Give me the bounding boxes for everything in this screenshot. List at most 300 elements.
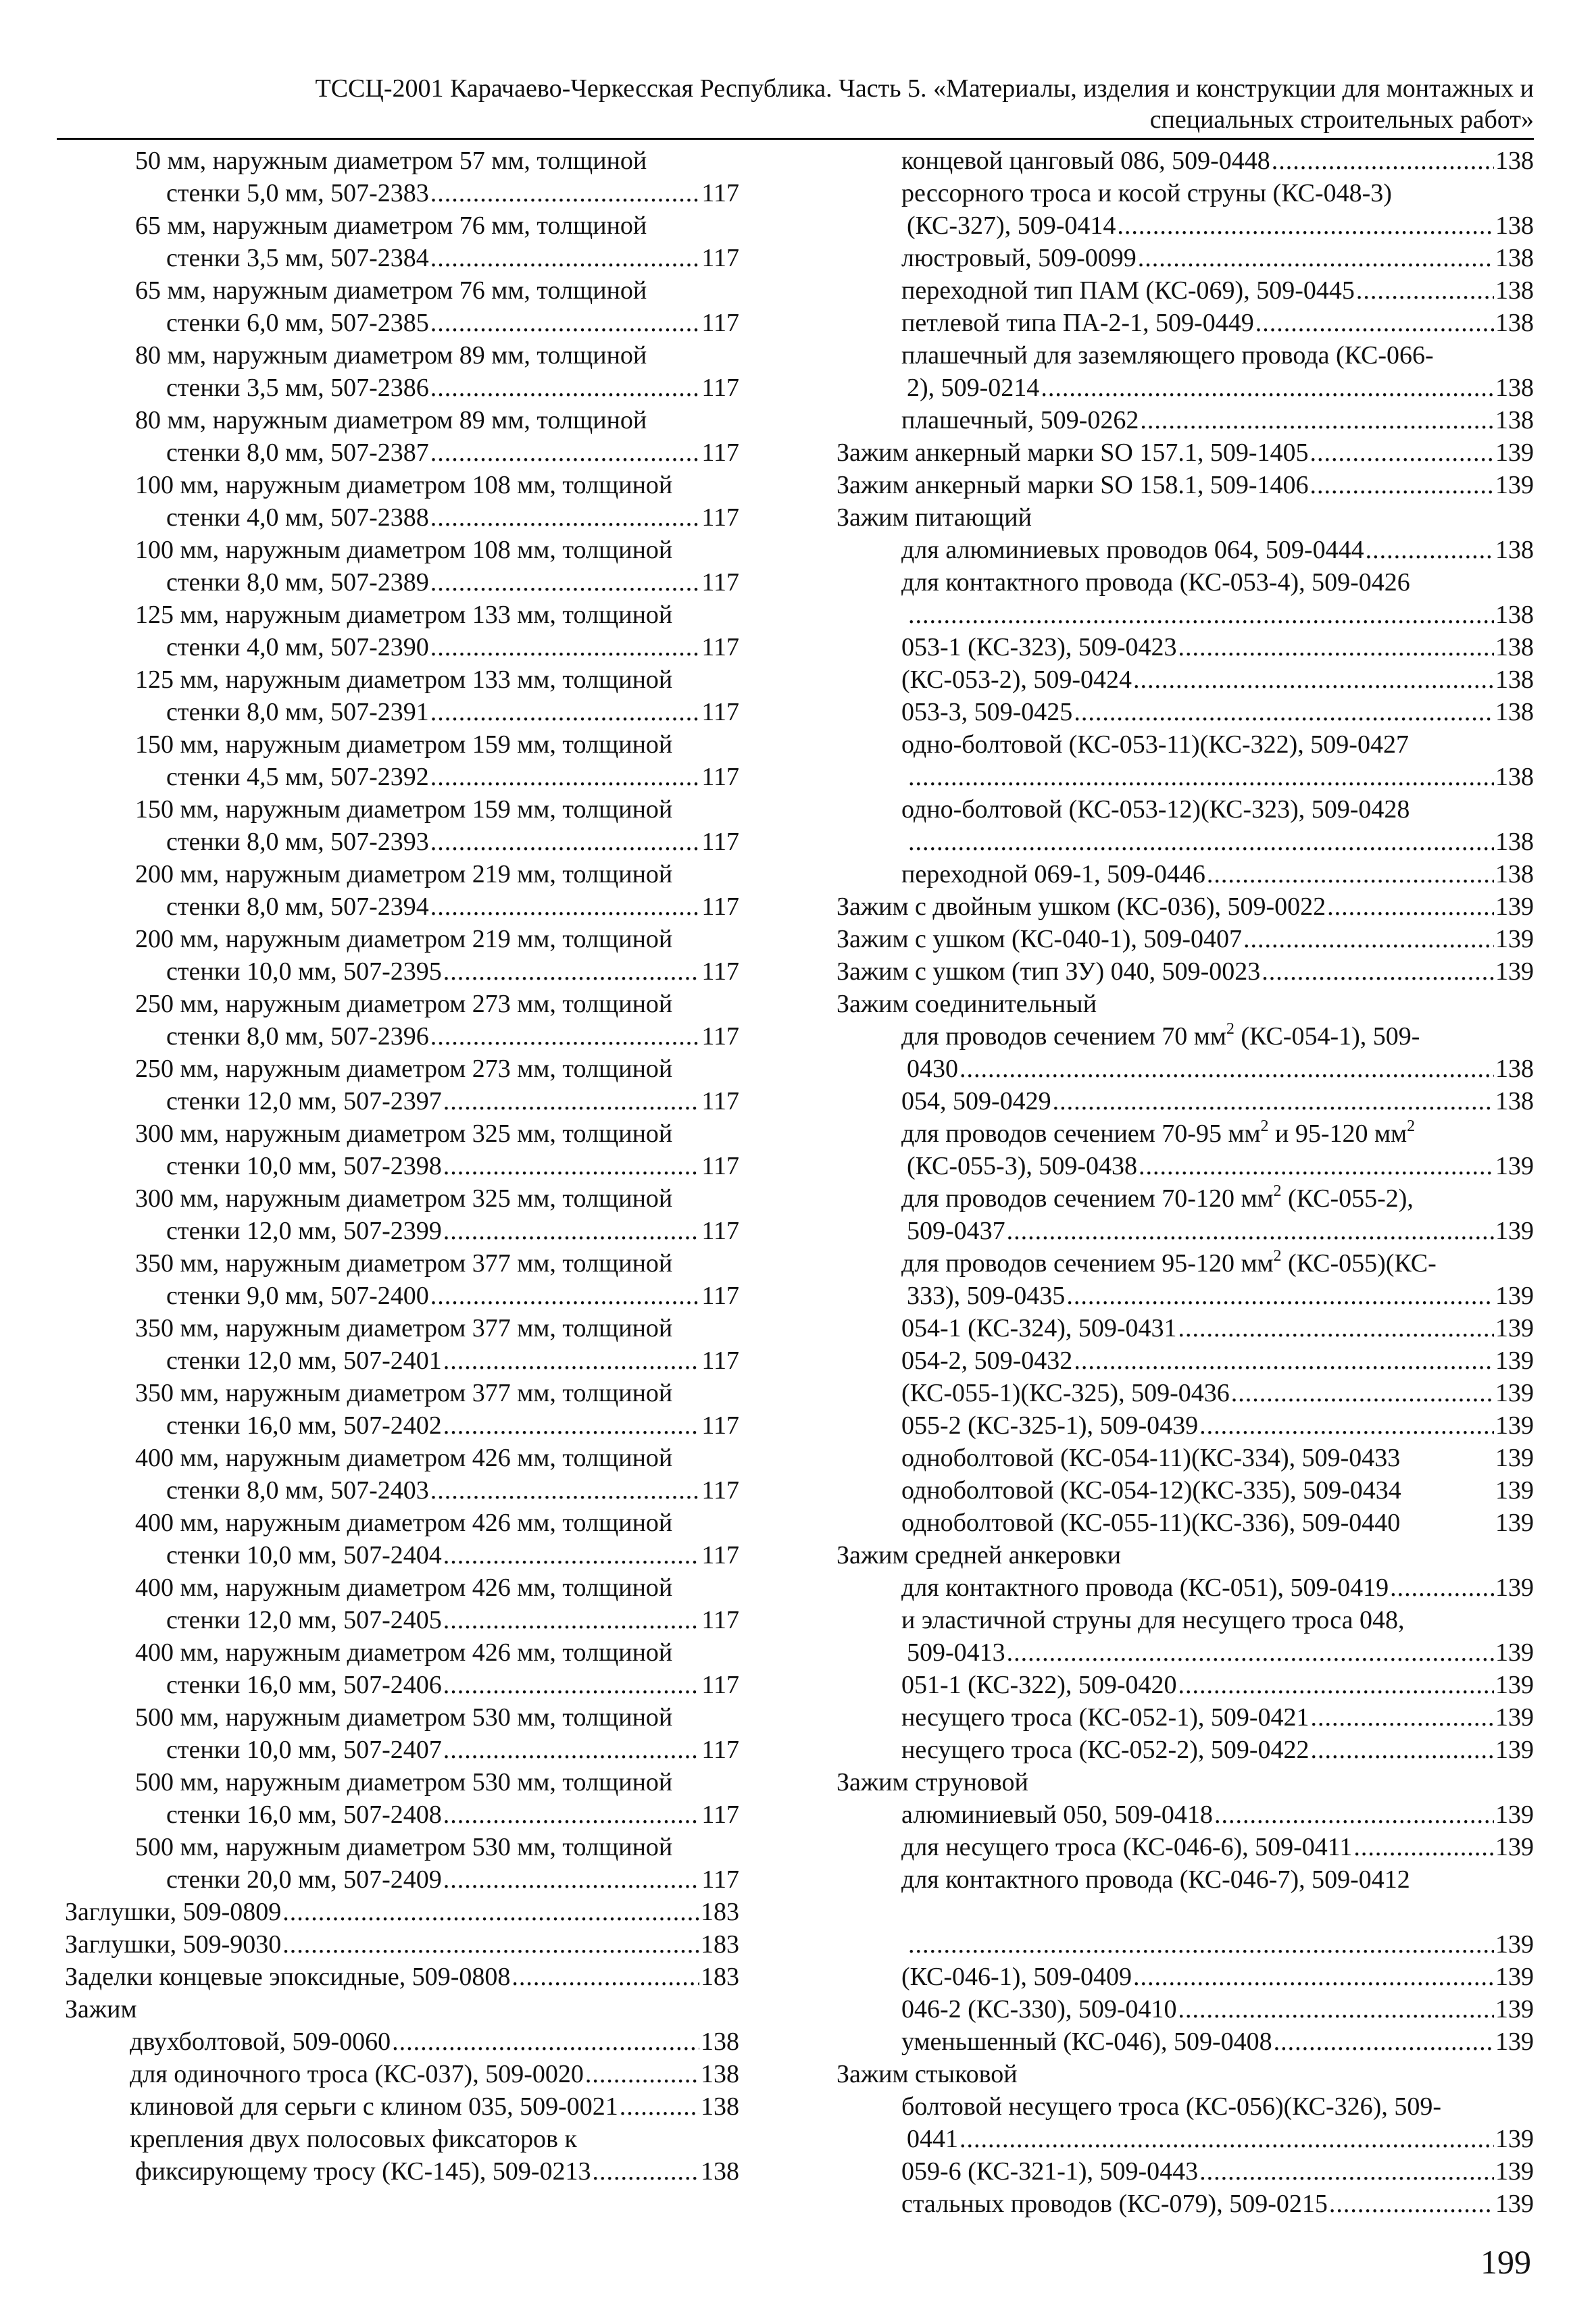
index-page-ref: 139	[1495, 1314, 1534, 1342]
index-entry-line	[837, 988, 1534, 1020]
index-entry-text: 125 мм, наружным диаметром 133 мм, толщиной	[135, 601, 673, 629]
dot-leader	[1366, 534, 1494, 566]
index-page-ref: 139	[1495, 1152, 1534, 1180]
index-entry	[65, 145, 739, 209]
index-entry-line	[65, 1896, 739, 1928]
index-entry	[837, 1085, 1534, 1117]
dot-leader	[1199, 1409, 1494, 1442]
index-entry-line	[65, 339, 739, 372]
dot-leader	[430, 890, 701, 923]
index-entry-text: для несущего троса (КС-046-6), 509-0411	[901, 1833, 1353, 1861]
index-entry	[837, 1409, 1534, 1442]
index-entry-line	[65, 1053, 739, 1085]
index-entry-line	[837, 1734, 1534, 1766]
dot-leader	[443, 955, 701, 988]
index-entry-text: 200 мм, наружным диаметром 219 мм, толщиной	[135, 860, 673, 888]
dot-leader	[592, 2155, 699, 2188]
index-page-ref: 138	[1495, 698, 1534, 726]
index-entry-text: Зажим анкерный марки SO 158.1, 509-1406	[837, 471, 1309, 499]
index-entry-continuation	[837, 826, 1534, 858]
index-entry-text: несущего троса (КС-052-2), 509-0422	[901, 1736, 1310, 1764]
index-entry-text: Зажим средней анкеровки	[837, 1541, 1121, 1569]
index-entry-line	[65, 1442, 739, 1474]
index-entry-text: 051-1 (КС-322), 509-0420	[901, 1671, 1177, 1699]
index-page-ref: 117	[701, 438, 739, 467]
index-page-ref: 139	[1495, 1995, 1534, 2023]
dot-leader	[430, 1280, 701, 1312]
index-entry-line	[837, 404, 1534, 436]
index-entry-line	[837, 1669, 1534, 1701]
dot-leader	[430, 501, 701, 534]
index-entry	[837, 145, 1534, 177]
dot-leader	[392, 2026, 699, 2058]
index-entry	[837, 728, 1534, 793]
dot-leader	[1390, 1571, 1494, 1604]
index-page-ref: 183	[701, 1930, 739, 1959]
index-entry-line	[837, 1344, 1534, 1377]
index-entry	[837, 177, 1534, 242]
index-page-ref: 117	[701, 1541, 739, 1569]
index-entry-text: (КС-055-3), 509-0438	[907, 1152, 1138, 1180]
index-entry-text: стенки 3,5 мм, 507-2386	[166, 374, 429, 402]
index-entry-text: уменьшенный (КС-046), 509-0408	[901, 2028, 1272, 2056]
index-entry-text: 250 мм, наружным диаметром 273 мм, толщиной	[135, 1055, 673, 1083]
index-entry-continuation	[65, 2155, 739, 2188]
dot-leader	[443, 1409, 701, 1442]
index-entry	[837, 696, 1534, 728]
dot-leader	[430, 436, 701, 469]
index-page-ref: 117	[701, 1476, 739, 1505]
index-entry-text: алюминиевый 050, 509-0418	[901, 1801, 1213, 1829]
dot-leader	[1207, 858, 1494, 890]
index-entry-continuation	[837, 1928, 1534, 1961]
index-entry	[837, 1442, 1534, 1474]
index-entry	[837, 2026, 1534, 2058]
dot-leader	[1178, 1669, 1494, 1701]
index-entry-text: 055-2 (КС-325-1), 509-0439	[901, 1411, 1199, 1440]
index-entry	[65, 1247, 739, 1312]
index-page-ref: 138	[1495, 244, 1534, 272]
dot-leader	[430, 242, 701, 274]
index-entry-line	[65, 209, 739, 242]
index-entry-line	[837, 1766, 1534, 1799]
index-page-ref: 139	[1495, 1801, 1534, 1829]
index-column-left	[65, 145, 739, 2188]
index-entry	[65, 1896, 739, 1928]
index-entry-text: 2), 509-0214	[907, 374, 1040, 402]
dot-leader	[1074, 1344, 1494, 1377]
index-entry-text: стенки 8,0 мм, 507-2394	[166, 892, 429, 921]
index-entry-line	[65, 2123, 739, 2155]
dot-leader	[430, 1020, 701, 1053]
index-entry-continuation	[65, 501, 739, 534]
index-page-ref: 117	[701, 1087, 739, 1115]
index-entry-line	[837, 2058, 1534, 2090]
index-entry	[65, 1831, 739, 1896]
index-entry-text: рессорного троса и косой струны (КС-048-3)	[901, 179, 1392, 207]
index-entry-text: стенки 20,0 мм, 507-2409	[166, 1865, 442, 1894]
index-entry-line	[65, 274, 739, 307]
dot-leader	[1310, 436, 1494, 469]
index-page-ref: 138	[1495, 536, 1534, 564]
index-entry	[65, 1961, 739, 1993]
index-page-ref: 138	[1495, 406, 1534, 434]
dot-leader	[1178, 1993, 1494, 2026]
index-page-ref: 139	[1495, 892, 1534, 921]
index-entry-text: Зажим стыковой	[837, 2060, 1018, 2088]
index-entry-text: 150 мм, наружным диаметром 159 мм, толщиной	[135, 730, 673, 759]
index-entry-text: 500 мм, наружным диаметром 530 мм, толщиной	[135, 1768, 673, 1796]
index-entry-text: Зажим с двойным ушком (КС-036), 509-0022	[837, 892, 1326, 921]
index-entry-continuation	[65, 1669, 739, 1701]
index-entry-text: для проводов сечением 70-120 $мм^2$ (КС-055-2),	[901, 1182, 1414, 1213]
index-entry-text: 054-2, 509-0432	[901, 1347, 1073, 1375]
index-entry-line	[837, 566, 1534, 599]
dot-leader	[443, 1539, 701, 1571]
index-entry-line	[65, 1507, 739, 1539]
index-page-ref: 117	[701, 374, 739, 402]
index-entry-line	[837, 534, 1534, 566]
index-entry-text: 350 мм, наружным диаметром 377 мм, толщиной	[135, 1314, 673, 1342]
index-entry	[65, 1377, 739, 1442]
index-entry-line	[837, 2188, 1534, 2220]
index-entry-line	[65, 1993, 739, 2026]
index-entry-line	[65, 858, 739, 890]
index-entry-continuation	[65, 696, 739, 728]
index-page-ref: 139	[1495, 1930, 1534, 1959]
index-entry-text: 054, 509-0429	[901, 1087, 1051, 1115]
dot-leader	[430, 826, 701, 858]
index-entry	[65, 534, 739, 599]
index-entry-continuation	[65, 1085, 739, 1117]
index-entry-line	[837, 1247, 1534, 1280]
index-page-ref: 139	[1495, 2190, 1534, 2218]
index-page-ref: 138	[1495, 763, 1534, 791]
index-page-ref: 138	[1495, 828, 1534, 856]
index-entry	[837, 1863, 1534, 1961]
dot-leader	[1329, 2188, 1494, 2220]
index-entry-line	[837, 890, 1534, 923]
running-header	[57, 73, 1534, 135]
index-entry	[65, 274, 739, 339]
index-entry-line	[837, 1961, 1534, 1993]
index-entry-line	[65, 1571, 739, 1604]
index-entry-line	[65, 145, 739, 177]
index-entry-line	[837, 793, 1534, 826]
index-entry-line	[65, 1312, 739, 1344]
index-entry-line	[837, 1993, 1534, 2026]
index-entry-continuation	[65, 1863, 739, 1896]
index-entry	[837, 469, 1534, 501]
index-entry	[65, 1442, 739, 1507]
index-entry-line	[65, 663, 739, 696]
index-entry-line	[837, 1312, 1534, 1344]
index-entry-text: 300 мм, наружным диаметром 325 мм, толщиной	[135, 1120, 673, 1148]
index-page-ref: 138	[701, 2060, 739, 2088]
dot-leader	[1214, 1799, 1494, 1831]
index-entry-line	[837, 1539, 1534, 1571]
index-page-ref: 138	[1495, 276, 1534, 305]
index-entry-text: стенки 4,0 мм, 507-2388	[166, 503, 429, 532]
index-entry-text: Заделки концевые эпоксидные, 509-0808	[65, 1963, 511, 1991]
index-page-ref: 117	[701, 828, 739, 856]
index-entry-continuation	[65, 566, 739, 599]
index-page-ref: 139	[1495, 1638, 1534, 1667]
dot-leader	[1274, 2026, 1494, 2058]
dot-leader	[1178, 1312, 1494, 1344]
index-entry-text: стенки 10,0 мм, 507-2398	[166, 1152, 442, 1180]
index-entry-continuation	[65, 1150, 739, 1182]
index-entry-text: стенки 8,0 мм, 507-2387	[166, 438, 429, 467]
dot-leader	[443, 1344, 701, 1377]
index-entry-line	[837, 501, 1534, 534]
index-entry-text: Зажим струновой	[837, 1768, 1028, 1796]
index-entry-line	[837, 858, 1534, 890]
index-page-ref: 138	[1495, 633, 1534, 661]
index-entry-text: для контактного провода (КС-053-4), 509-0426	[901, 568, 1410, 597]
index-entry	[837, 1117, 1534, 1182]
index-entry-line	[65, 1247, 739, 1280]
index-entry-line	[837, 1117, 1534, 1150]
index-entry-continuation	[837, 1636, 1534, 1669]
index-entry-continuation	[65, 177, 739, 209]
index-entry-text: 500 мм, наружным диаметром 530 мм, толщиной	[135, 1833, 673, 1861]
index-entry-text: стенки 5,0 мм, 507-2383	[166, 179, 429, 207]
index-entry-line	[65, 1766, 739, 1799]
index-entry-text: для проводов сечением 70-95 $мм^2$ и 95-120 $мм^2$	[901, 1117, 1416, 1148]
index-entry-line	[837, 696, 1534, 728]
dot-leader	[1255, 307, 1494, 339]
index-page-ref: 138	[1495, 1055, 1534, 1083]
dot-leader	[443, 1604, 701, 1636]
index-entry	[65, 1507, 739, 1571]
index-entry-text: фиксирующему тросу (КС-145), 509-0213	[135, 2157, 591, 2186]
index-entry	[837, 663, 1534, 696]
index-entry-text: плашечный для заземляющего провода (КС-066-	[901, 341, 1434, 370]
index-entry-text: люстровый, 509-0099	[901, 244, 1137, 272]
index-entry-text: 100 мм, наружным диаметром 108 мм, толщиной	[135, 471, 673, 499]
index-entry-continuation	[837, 599, 1534, 631]
dot-leader	[430, 372, 701, 404]
index-page-ref: 138	[701, 2092, 739, 2121]
index-page-ref: 139	[1495, 1282, 1534, 1310]
index-page-ref: 117	[701, 1411, 739, 1440]
index-entry-line	[65, 923, 739, 955]
running-header-line-1: ТССЦ-2001 Карачаево-Черкесская Республика. Часть 5. «Материалы, изделия и конструкции для монтажных и	[315, 74, 1534, 103]
index-entry	[65, 2123, 739, 2188]
index-entry	[837, 1182, 1534, 1247]
index-entry-text: стенки 8,0 мм, 507-2393	[166, 828, 429, 856]
index-entry-line	[837, 339, 1534, 372]
index-page-ref: 138	[1495, 1087, 1534, 1115]
dot-leader	[512, 1961, 699, 1993]
index-entry-text: 059-6 (КС-321-1), 509-0443	[901, 2157, 1199, 2186]
dot-leader	[443, 1215, 701, 1247]
index-entry-text: Зажим соединительный	[837, 990, 1097, 1018]
index-entry-text: несущего троса (КС-052-1), 509-0421	[901, 1703, 1310, 1732]
index-entry-text: Зажим	[65, 1995, 137, 2023]
index-page-ref: 117	[701, 1865, 739, 1894]
page-number: 199	[1480, 2243, 1531, 2281]
index-entry-line	[837, 436, 1534, 469]
index-entry-text: (КС-327), 509-0414	[907, 211, 1116, 240]
index-page-ref: 117	[701, 503, 739, 532]
index-entry	[837, 1604, 1534, 1669]
index-entry-text: одноболтовой (КС-054-11)(КС-334), 509-0433	[901, 1444, 1401, 1472]
dot-leader	[959, 2123, 1494, 2155]
index-entry	[65, 2090, 739, 2123]
index-page-ref: 138	[1495, 211, 1534, 240]
index-entry-text: 400 мм, наружным диаметром 426 мм, толщиной	[135, 1444, 673, 1472]
index-entry	[65, 1571, 739, 1636]
index-entry-continuation	[65, 307, 739, 339]
index-entry-text: стенки 16,0 мм, 507-2408	[166, 1801, 442, 1829]
index-entry-line	[837, 307, 1534, 339]
index-entry-continuation	[837, 1280, 1534, 1312]
index-entry	[65, 404, 739, 469]
index-entry-text: для контактного провода (КС-046-7), 509-0412	[901, 1865, 1410, 1894]
index-entry-continuation	[65, 761, 739, 793]
index-page-ref: 117	[701, 309, 739, 337]
index-entry	[837, 631, 1534, 663]
index-entry-continuation	[837, 2123, 1534, 2155]
index-entry-text: 65 мм, наружным диаметром 76 мм, толщиной	[135, 276, 647, 305]
index-entry	[837, 534, 1534, 566]
dot-leader	[1041, 372, 1494, 404]
index-entry	[65, 663, 739, 728]
dot-leader	[1133, 663, 1494, 696]
index-entry-line	[837, 728, 1534, 761]
index-page-ref: 139	[1495, 1833, 1534, 1861]
index-page-ref: 139	[1495, 1411, 1534, 1440]
index-entry	[837, 339, 1534, 404]
dot-leader	[430, 307, 701, 339]
dot-leader	[430, 696, 701, 728]
index-entry-continuation	[65, 1539, 739, 1571]
index-entry	[837, 274, 1534, 307]
index-entry	[837, 307, 1534, 339]
index-entry-text: стенки 12,0 мм, 507-2397	[166, 1087, 442, 1115]
index-page-ref: 117	[701, 179, 739, 207]
index-entry	[837, 1507, 1534, 1539]
index-entry	[65, 1993, 739, 2026]
header-rule	[57, 138, 1534, 140]
index-entry-line	[837, 1831, 1534, 1863]
index-entry	[837, 566, 1534, 631]
index-entry-line	[65, 1961, 739, 1993]
index-entry-text: 400 мм, наружным диаметром 426 мм, толщиной	[135, 1509, 673, 1537]
index-page-ref: 139	[1495, 2157, 1534, 2186]
index-entry-line	[65, 404, 739, 436]
index-entry-text: 509-0437	[907, 1217, 1005, 1245]
index-entry-line	[837, 274, 1534, 307]
index-page-ref: 138	[1495, 860, 1534, 888]
index-entry-line	[837, 177, 1534, 209]
dot-leader	[443, 1863, 701, 1896]
index-entry-text: стенки 3,5 мм, 507-2384	[166, 244, 429, 272]
dot-leader	[1074, 696, 1494, 728]
dot-leader	[1272, 145, 1494, 177]
index-page-ref: 117	[701, 1022, 739, 1051]
index-entry-continuation	[65, 1799, 739, 1831]
index-entry-text: (КС-053-2), 509-0424	[901, 665, 1132, 694]
index-entry-text: Заглушки, 509-0809	[65, 1898, 282, 1926]
index-entry-line	[65, 1636, 739, 1669]
index-entry	[837, 1993, 1534, 2026]
index-entry-text: стенки 10,0 мм, 507-2407	[166, 1736, 442, 1764]
index-entry-text: стенки 8,0 мм, 507-2396	[166, 1022, 429, 1051]
dot-leader	[1310, 469, 1494, 501]
dot-leader	[1262, 955, 1494, 988]
dot-leader	[1007, 1636, 1494, 1669]
index-page-ref: 138	[1495, 147, 1534, 175]
index-entry-text: петлевой типа ПА-2-1, 509-0449	[901, 309, 1254, 337]
index-entry-continuation	[65, 1020, 739, 1053]
dot-leader	[1139, 1150, 1494, 1182]
index-entry-line	[837, 1604, 1534, 1636]
index-page-ref: 138	[701, 2157, 739, 2186]
index-entry-continuation	[65, 1280, 739, 1312]
dot-leader	[1243, 923, 1494, 955]
index-entry-continuation	[837, 209, 1534, 242]
index-entry-line	[65, 534, 739, 566]
index-page-ref: 117	[701, 1606, 739, 1634]
index-entry-line	[837, 923, 1534, 955]
index-entry-line	[65, 599, 739, 631]
dot-leader	[908, 1928, 1494, 1961]
index-entry-line	[837, 145, 1534, 177]
index-entry-text: одноболтовой (КС-054-12)(КС-335), 509-0434	[901, 1476, 1401, 1505]
index-page-ref: 139	[1495, 1671, 1534, 1699]
dot-leader	[282, 1896, 699, 1928]
index-entry-line	[65, 1117, 739, 1150]
index-entry	[65, 1766, 739, 1831]
index-page-ref: 139	[1495, 925, 1534, 953]
index-entry	[837, 404, 1534, 436]
index-entry-text: стенки 8,0 мм, 507-2403	[166, 1476, 429, 1505]
index-page-ref: 117	[701, 1217, 739, 1245]
index-entry-continuation	[65, 242, 739, 274]
index-entry-line	[837, 2155, 1534, 2188]
index-entry-line	[837, 1863, 1534, 1896]
index-page-ref: 139	[1495, 1444, 1534, 1472]
index-entry-text: 053-1 (КС-323), 509-0423	[901, 633, 1177, 661]
index-entry-continuation	[837, 761, 1534, 793]
index-page-ref: 117	[701, 1671, 739, 1699]
index-entry-text: стенки 6,0 мм, 507-2385	[166, 309, 429, 337]
index-entry-text: для одиночного троса (КС-037), 509-0020	[130, 2060, 584, 2088]
index-entry-line	[837, 1474, 1534, 1507]
index-entry-continuation	[837, 1215, 1534, 1247]
index-entry	[837, 793, 1534, 858]
index-entry-line	[65, 2090, 739, 2123]
dot-leader	[908, 761, 1494, 793]
index-entry-line	[837, 2026, 1534, 2058]
index-entry-line	[65, 988, 739, 1020]
index-entry	[65, 858, 739, 923]
index-page-ref: 139	[1495, 1574, 1534, 1602]
index-entry-text: для алюминиевых проводов 064, 509-0444	[901, 536, 1364, 564]
index-entry-text: 80 мм, наружным диаметром 89 мм, толщиной	[135, 341, 647, 370]
index-page-ref: 138	[1495, 374, 1534, 402]
index-entry-text: стенки 12,0 мм, 507-2399	[166, 1217, 442, 1245]
index-entry	[65, 1636, 739, 1701]
index-page-ref: 139	[1495, 1963, 1534, 1991]
index-page-ref: 139	[1495, 438, 1534, 467]
index-entry-text: 50 мм, наружным диаметром 57 мм, толщиной	[135, 147, 647, 175]
index-entry-continuation	[65, 631, 739, 663]
index-entry-text: 509-0413	[907, 1638, 1005, 1667]
